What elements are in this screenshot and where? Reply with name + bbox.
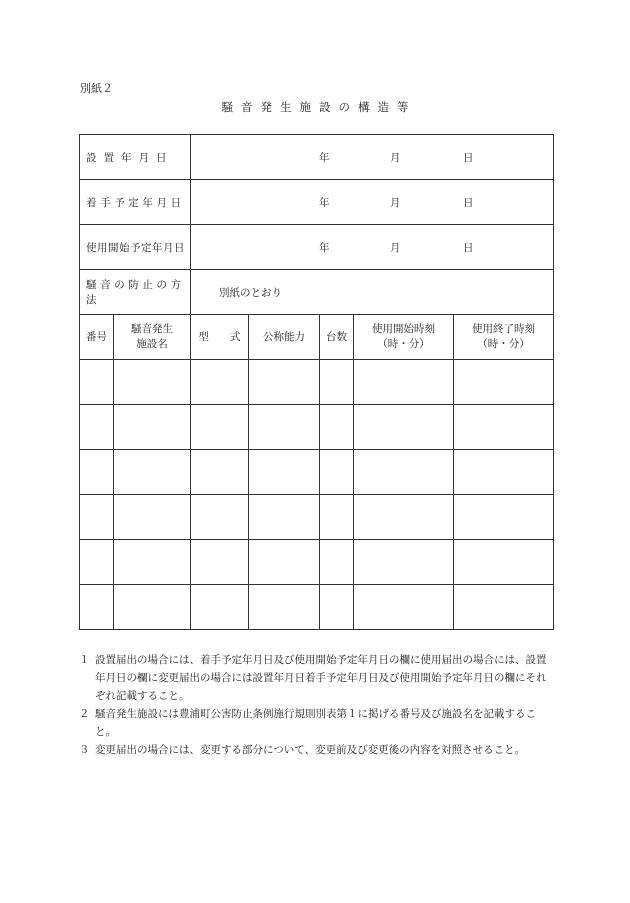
cell-model[interactable] [191,360,249,405]
cell-count[interactable] [320,450,354,495]
note-number: １ [79,654,90,666]
cell-end-time[interactable] [454,360,554,405]
cell-number[interactable] [80,495,114,540]
construction-start-date-label: 着手予定年月日 [80,180,191,225]
facility-structure-table [79,134,554,630]
use-start-date-row [80,225,554,270]
cell-facility-name[interactable] [114,450,191,495]
cell-number[interactable] [80,585,114,630]
note-text: 変更届出の場合には、変更する部分について、変更前及び変更後の内容を対照させること。 [95,744,526,756]
cell-end-time[interactable] [454,495,554,540]
cell-facility-name[interactable] [114,540,191,585]
table-row [80,495,554,540]
attachment-label: 別紙２ [80,82,113,95]
installation-date-row [80,135,554,180]
table-row [80,360,554,405]
installation-date-label: 設置年月日 [80,135,191,180]
header-capacity: 公称能力 [249,315,320,360]
cell-end-time[interactable] [454,405,554,450]
day-label: 日 [463,152,474,164]
cell-facility-name[interactable] [114,585,191,630]
table-row [80,540,554,585]
noise-prevention-row [80,270,554,315]
cell-model[interactable] [191,585,249,630]
header-facility-name [114,315,191,360]
year-label: 年 [319,197,330,209]
header-end-time [454,315,554,360]
header-facility-name-line2: 施設名 [136,338,168,350]
table-header-row [80,315,554,360]
cell-number[interactable] [80,540,114,585]
table-row [80,450,554,495]
cell-model[interactable] [191,540,249,585]
cell-model[interactable] [191,405,249,450]
use-start-date-field[interactable] [191,225,554,270]
header-facility-name-line1: 騒音発生 [131,323,173,335]
form-title: 騒音発生施設の構造等 [221,100,417,114]
cell-model[interactable] [191,450,249,495]
cell-end-time[interactable] [454,585,554,630]
note-text: 騒音発生施設には豊浦町公害防止条例施行規則別表第１に掲げる番号及び施設名を記載すること。 [95,708,536,738]
cell-start-time[interactable] [354,405,454,450]
cell-number[interactable] [80,360,114,405]
noise-prevention-value[interactable]: 別紙のとおり [191,270,554,315]
header-number: 番号 [80,315,114,360]
header-end-time-line1: 使用終了時刻 [472,323,536,335]
cell-capacity[interactable] [249,585,320,630]
cell-capacity[interactable] [249,405,320,450]
header-count: 台数 [320,315,354,360]
month-label: 月 [390,152,401,164]
day-label: 日 [463,242,474,254]
header-end-time-line2: （時・分） [477,338,530,350]
cell-start-time[interactable] [354,585,454,630]
month-label: 月 [390,197,401,209]
noise-prevention-label: 騒音の防止の方法 [80,270,191,315]
installation-date-field[interactable] [191,135,554,180]
cell-start-time[interactable] [354,360,454,405]
cell-start-time[interactable] [354,540,454,585]
notes-section [79,651,555,759]
cell-count[interactable] [320,405,354,450]
header-model: 型 式 [191,315,249,360]
header-start-time-line1: 使用開始時刻 [372,323,435,335]
cell-facility-name[interactable] [114,360,191,405]
cell-start-time[interactable] [354,450,454,495]
cell-number[interactable] [80,450,114,495]
cell-count[interactable] [320,585,354,630]
cell-count[interactable] [320,495,354,540]
cell-end-time[interactable] [454,540,554,585]
construction-start-date-row [80,180,554,225]
construction-start-date-field[interactable] [191,180,554,225]
cell-end-time[interactable] [454,450,554,495]
cell-start-time[interactable] [354,495,454,540]
cell-capacity[interactable] [249,450,320,495]
cell-capacity[interactable] [249,360,320,405]
note-item [79,741,555,759]
note-item [79,651,555,705]
cell-capacity[interactable] [249,540,320,585]
note-text: 設置届出の場合には、着手予定年月日及び使用開始予定年月日の欄に使用届出の場合には、設置年月日の欄に変更届出の場合には設置年月日着手予定年月日及び使用開始予定年月日の欄にそれぞれ記載すること。 [95,654,547,702]
table-row [80,405,554,450]
note-item [79,705,555,741]
header-start-time-line2: （時・分） [377,338,430,350]
header-start-time [354,315,454,360]
cell-facility-name[interactable] [114,495,191,540]
cell-count[interactable] [320,360,354,405]
year-label: 年 [319,242,330,254]
year-label: 年 [319,152,330,164]
cell-capacity[interactable] [249,495,320,540]
month-label: 月 [390,242,401,254]
cell-count[interactable] [320,540,354,585]
note-number: ３ [79,744,90,756]
cell-number[interactable] [80,405,114,450]
note-number: ２ [79,708,90,720]
use-start-date-label: 使用開始予定年月日 [80,225,191,270]
cell-model[interactable] [191,495,249,540]
cell-facility-name[interactable] [114,405,191,450]
day-label: 日 [463,197,474,209]
table-row [80,585,554,630]
